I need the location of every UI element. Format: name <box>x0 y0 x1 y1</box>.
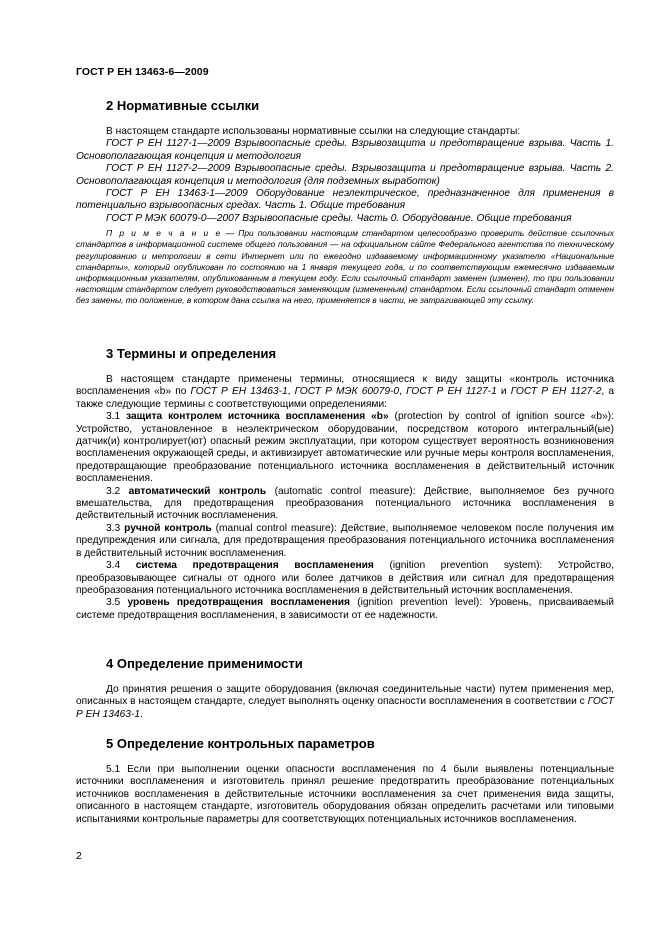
term-text: (manual control measure): Действие, выполняемое человеком после получения им предупреждения или сигнала, для предотвращения преобразования потенциального источника воспламенения в действительный источник воспламенения. <box>76 522 614 559</box>
term-definition <box>76 523 614 560</box>
reference-link: ГОСТ Р ЕН 13463-1 <box>76 696 614 720</box>
note <box>76 228 614 306</box>
section-applicability <box>76 656 614 721</box>
section-title: 5 Определение контрольных параметров <box>106 736 375 751</box>
term-number: 3.4 <box>106 560 121 572</box>
reference-link: ГОСТ Р ЕН 1127-1 <box>406 386 497 398</box>
document-header: ГОСТ Р ЕН 13463-6—2009 <box>76 66 209 78</box>
section-control-parameters <box>76 736 614 826</box>
term-name: защита контролем источника воспламенения «b» <box>126 411 389 423</box>
term-number: 3.3 <box>106 522 121 534</box>
reference-item: ГОСТ Р ЕН 1127-2—2009 Взрывоопасные среды. Взрывозащита и предотвращение взрыва. Часть 2. Основополагающая концепция и методология (для подземных выработок) <box>76 163 614 187</box>
section-terms <box>76 346 614 622</box>
term-text: (automatic control measure): Действие, выполняемое без ручного вмешательства, для предотвращения преобразования потенциального источника воспламенения в действительный источник воспламенения. <box>76 485 614 522</box>
note-text: — При пользовании настоящим стандартом целесообразно проверить действие ссылочных стандартов в информационной системе общего пользования — на официальном сайте Федерального агентства по техническому регулированию и метрологии в сети Интернет или по ежегодно издаваемому информационному указателю «Национальные стандарты», который опубликован по состоянию на 1 января текущего года, и по соответствующим ежемесячно издаваемым информационным указателям, опубликованным в текущем году. Если ссылочный стандарт заменен (изменен), то при пользовании настоящим стандартом следует руководствоваться заменяющим (измененным) стандартом. Если ссылочный стандарт отменен без замены, то положение, в котором дана ссылка на него, применяется в части, не затрагивающей эту ссылку. <box>76 228 614 306</box>
reference-link: ГОСТ Р МЭК 60079-0 <box>294 386 400 398</box>
term-definition <box>76 597 614 622</box>
term-name: уровень предотвращения воспламенения <box>127 597 350 609</box>
reference-item: ГОСТ Р МЭК 60079-0—2007 Взрывоопасные среды. Часть 0. Оборудование. Общие требования <box>106 212 572 224</box>
section-title: 4 Определение применимости <box>106 656 303 671</box>
term-number: 3.5 <box>106 597 121 609</box>
section-text: 5.1 Если при выполнении оценки опасности воспламенения по 4 были выявлены потенциальные источники воспламенения и изготовитель принял решение предотвратить преобразование потенциальных источников воспламенения в действительные источники воспламенения за счет применения вида защиты, описанного в настоящем стандарте, изготовитель оборудования обязан определить расчетами или типовыми испытаниями контрольные параметры для соответствующих потенциальных источников воспламенения. <box>76 764 614 825</box>
section-text: До принятия решения о защите оборудования (включая соединительные части) путем применения мер, описанных в настоящем стандарте, следует выполнять оценку опасности воспламенения в соответствии с ГОСТ Р ЕН 13463-1. <box>76 684 614 720</box>
term-name: автоматический контроль <box>128 485 267 497</box>
reference-link: ГОСТ Р ЕН 1127-2 <box>510 386 602 398</box>
reference-item: ГОСТ Р ЕН 13463-1—2009 Оборудование неэлектрическое, предназначенное для применения в потенциально взрывоопасных средах. Часть 1. Общие требования <box>76 188 614 212</box>
term-definition <box>76 560 614 597</box>
term-number: 3.2 <box>106 485 121 497</box>
term-name: ручной контроль <box>124 522 212 534</box>
reference-link: ГОСТ Р ЕН 13463-1 <box>190 386 288 398</box>
section-intro: В настоящем стандарте применены термины, относящиеся к виду защиты «контроль источника воспламенения «b» по ГОСТ Р ЕН 13463-1, ГОСТ Р МЭК 60079-0, ГОСТ Р ЕН 1127-1 и ГОСТ Р ЕН 1127-2, а также следующие термины с соответствующими определениями: <box>76 374 614 410</box>
note-label: П р и м е ч а н и е <box>106 228 222 239</box>
section-normative-references <box>76 98 614 307</box>
term-name: система предотвращения воспламенения <box>135 560 374 572</box>
section-intro: В настоящем стандарте использованы нормативные ссылки на следующие стандарты: <box>106 126 521 137</box>
section-title: 3 Термины и определения <box>106 346 277 361</box>
term-definition <box>76 486 614 523</box>
section-title: 2 Нормативные ссылки <box>106 98 260 113</box>
term-text: (ignition prevention level): Уровень, присваиваемый системе предотвращения воспламенения, в зависимости от ее надежности. <box>76 597 614 621</box>
page-number: 2 <box>76 850 82 862</box>
term-text: (protection by control of ignition source «b»): Устройство, установленное в неэлектрическом оборудовании, посредством которого интегральный(ые) датчик(и) контролирует(ют) опасный режим эксплуатации, при котором существует вероятность возникновения воспламенения окружающей среды, и активизирует автоматические или ручные меры контроля воспламенения, предотвращающие преобразование потенциального источника воспламенения в действительный источник воспламенения. <box>76 411 614 485</box>
term-number: 3.1 <box>106 411 121 423</box>
term-definition <box>76 411 614 485</box>
term-text: (ignition prevention system): Устройство, преобразовывающее сигналы от одного или более датчиков в действия или сигнал для предотвращения преобразования потенциального источника воспламенения в действительный источник воспламенения. <box>76 560 615 596</box>
reference-item: ГОСТ Р ЕН 1127-1—2009 Взрывоопасные среды. Взрывозащита и предотвращение взрыва. Часть 1. Основополагающая концепция и методология <box>76 138 614 162</box>
